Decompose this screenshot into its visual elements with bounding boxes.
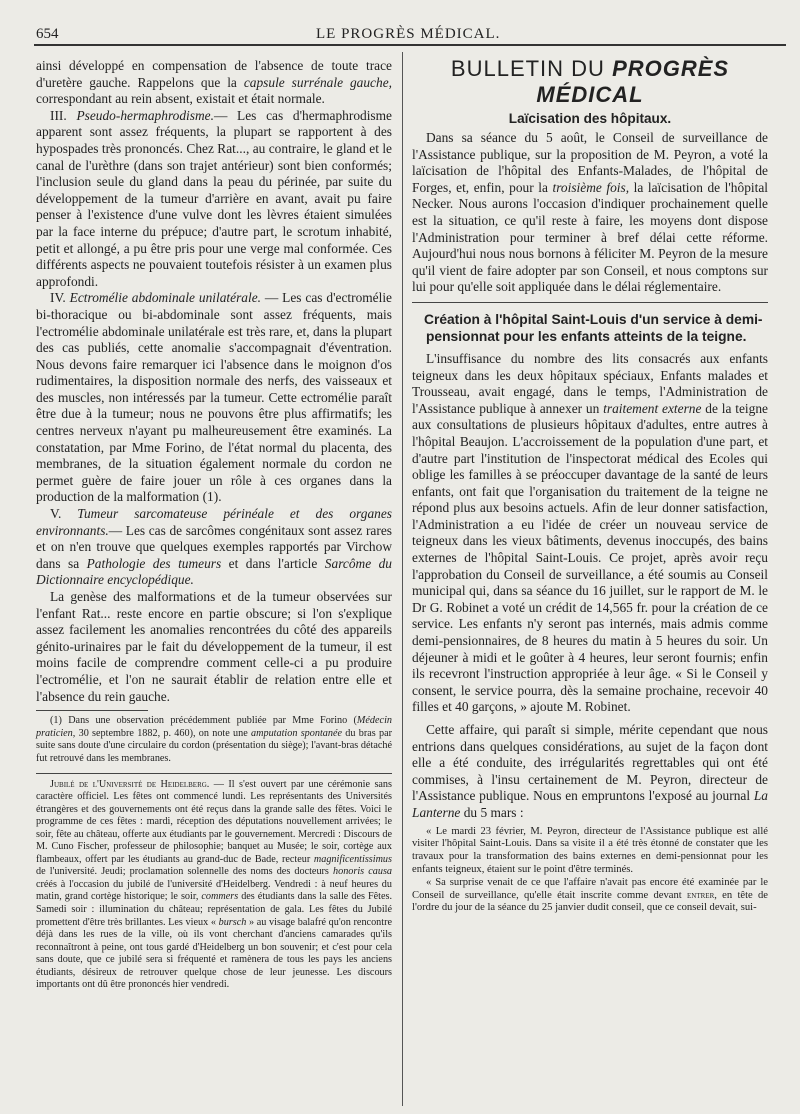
bulletin-title: BULLETIN DU PROGRÈS MÉDICAL <box>450 56 730 107</box>
journal-title: LE PROGRÈS MÉDICAL. <box>316 26 501 42</box>
quote-paragraph-1: « Le mardi 23 février, M. Peyron, directeur de l'Assistance publique est allé visiter l'hôpital Saint-Louis. Dans sa visite il a été très étonné de constater que les travaux pour la transformation des bains externes en demi-pensionnat pour les enfants teigneux, étaient sur le point d'être terminés. <box>412 825 768 875</box>
page-header <box>36 26 786 44</box>
section-rule <box>36 773 392 774</box>
paragraph-pseudo-hermaphrodisme: III. Pseudo-hermaphrodisme.— Les cas d'hermaphrodisme apparent sont assez fréquents, la plupart se rapportent à des hypospades très prononcés. Chez Rat..., au contraire, le gland et le canal de l'urèthre (dans son trajet antérieur) sont bien conformés; l'inclusion seule du gland dans la peau du périnée, par suite du développement de la tumeur d'arrière en avant, avait pu faire penser à l'existence d'une vulve dont les lèvres étaient simulées par la face interne du prépuce; d'autre part, le scrotum inhabité, petit et allongé, a pu être pris pour une verge mal conformée. Ces différents aspects ne pouvaient toutefois résister à un examen plus approfondi. <box>36 107 393 289</box>
header-rule <box>34 44 786 46</box>
section-divider <box>412 302 768 303</box>
footnote: (1) Dans une observation précédemment publiée par Mme Forino (Médecin praticien, 30 septembre 1882, p. 460), on note une amputation spontanée du bras par suite sans doute d'une circulaire du cordon (présentation du siège); l'avant-bras détaché fut retrouvé dans les membranes. <box>36 715 393 764</box>
news-heading: Jubilé de l'Université de Heidelberg. <box>50 778 210 790</box>
quotation-lanterne <box>412 826 768 916</box>
news-jubile-heidelberg: Jubilé de l'Université de Heidelberg. — Il s'est ouvert par une cérémonie sans caractère officiel. Les fêtes ont commencé lundi. Les représentants des Universités étrangères et des gouvernements ont été reçus dans la grande salle des fêtes. Voici le programme de ces fêtes : mardi, réception des députations nouvellement arrivées; le soir, fête au château, offerte aux étudiants par le gouvernement. Mercredi : Discours de M. Cuno Fischer, professeur de philosophie; banquet au Musée; le soir, cortège aux flambeaux, offert par les étudiants au grand-duc de Bade, recteur magnificentissimus de l'université. Jeudi; proclamation solennelle des noms des docteurs honoris causa créés à l'occasion du jubilé de l'université d'Heidelberg. Vendredi : à neuf heures du matin, grand cortège historique; le soir, commers des étudiants dans la salle des Fêtes. Samedi soir : illumination du château; représentation de gala. Les fêtes du Jubilé promettent d'être très brillantes. Les vieux « bursch » au visage balafré qu'on rencontre déjà dans les rues de la ville, où ils vont cherchant d'anciens camarades qu'ils reconnaîtront à peine, ont tous gardé d'Heidelberg un bon souvenir; et c'est pour cela sans doute, que ce jubilé sera si fréquenté et ramènera de tous les pays les anciens étudiants, désireux de retrouver quelque chose de leur jeunesse. Les discours importants ont dû être prononcés hier vendredi. <box>36 778 393 991</box>
page-number: 654 <box>36 26 59 42</box>
paragraph-affaire: Cette affaire, qui paraît si simple, mérite cependant que nous entrions dans quelques considérations, au sujet de la façon dont elle a été conduite, des irrégularités regrettables qui ont été commises, à l'insu certainement de M. Peyron, directeur de l'Assistance publique. Nous en empruntons l'exposé au journal La Lanterne du 5 mars : <box>412 722 768 820</box>
quote-paragraph-2: « Sa surprise venait de ce que l'affaire n'avait pas encore été examinée par le Conseil de surveillance, qu'elle était inscrite comme devant entrer, en tête de l'ordre du jour de la séance du 25 janvier dudit conseil, que ce conseil devait, sui- <box>412 876 769 914</box>
column-rule <box>402 52 403 1106</box>
left-column <box>36 58 392 992</box>
section-heading-laicisation: Laïcisation des hôpitaux. <box>508 111 672 126</box>
section-heading-saint-louis: Création à l'hôpital Saint-Louis d'un service à demi-pensionnat pour les enfants atteints de la teigne. <box>424 311 763 344</box>
paragraph-ectromelie: IV. Ectromélie abdominale unilatérale. — Les cas d'ectromélie bi-thoracique ou bi-abdominale sont assez fréquents, mais l'ectromélie abdominale unilatérale est très rare, et, dans la plupart des cas publiés, cette anomalie s'accompagnait d'éventration. Nous devons faire remarquer ici l'absence dans le moignon d'os rudimentaires, la disposition normale des nerfs, des vaisseaux et des muscles, non intéressés par la tumeur. Cette ectromélie paraît être due à la tumeur; nous ne pouvons être plus affirmatifs; les centres nerveux n'ayant pu malheureusement être examinés. La constatation, par Mme Forino, de l'état normal du placenta, des membranes, de la situation également normale du cordon ne permet guère de faire jouer un rôle à ces organes dans la production de la malformation (1). <box>36 290 393 505</box>
paragraph-compensation: ainsi développé en compensation de l'absence de toute trace d'uretère gauche. Rappelons que la capsule surrénale gauche, correspondant au rein absent, existait et était normale. <box>36 58 392 107</box>
paragraph-genese: La genèse des malformations et de la tumeur observées sur l'enfant Rat... reste encore en partie obscure; si l'on s'explique assez facilement les anomalies rencontrées du côté des appareils génito-urinaires par le fait du développement de la tumeur, il est moins facile de comprendre comment celle-ci a pu produire l'ectromélie, et l'on ne saurait établir de relation entre elle et l'absence du rein gauche. <box>36 589 392 704</box>
paragraph-tumeur-sarcomateuse: V. Tumeur sarcomateuse périnéale et des organes environnants.— Les cas de sarcômes congénitaux sont assez rares et on n'en trouve que quelques exemples rapportés par Virchow dans sa Pathologie des tumeurs et dans l'article Sarcôme du Dictionnaire encyclopédique. <box>36 506 393 588</box>
paragraph-laicisation: Dans sa séance du 5 août, le Conseil de surveillance de l'Assistance publique, sur la proposition de M. Peyron, a voté la laïcisation de l'hôpital des Enfants-Malades, de l'hôpital de Forges, et, enfin, pour la troisième fois, la laïcisation de l'hôpital Necker. Nous aurons l'occasion d'indiquer prochainement quelle est la situation, ce qu'il reste à faire, les moyens dont dispose l'Administration pour terminer à bref délai cette réforme. Aujourd'hui nous nous bornons à féliciter M. Peyron de la mesure qu'il vient de faire adopter par son Conseil, et nous comptons sur lui pour qu'elle soit appliquée dans le délai réglementaire. <box>412 130 768 295</box>
right-column <box>412 58 768 915</box>
paragraph-insuffisance: L'insuffisance du nombre des lits consacrés aux enfants teigneux dans les deux hôpitaux spéciaux, Enfants malades et Trousseau, avait engagé, dans le temps, l'Administration de l'Assistance publique à annexer un traitement externe de la teigne aux consultations de plusieurs hôpitaux d'adultes, entre autres à l'hôpital Beaujon. L'accroissement de la population d'une part, et d'autre part l'institution de l'inspectorat médical des Ecoles qui oblige les familles à se préoccuper davantage de la santé de leurs enfants, ont fait que l'organisation du traitement de la teigne ne répond plus aux besoins actuels. Afin de leur donner satisfaction, l'Administration a eu l'idée de créer un nouveau service de teigneux dans les vieux bâtiments, devenus inoccupés, des bains externes de l'hôpital Saint-Louis. Ce projet, après avoir reçu l'approbation du Conseil de surveillance, a été soumis au Conseil municipal qui, dans sa séance du 16 juillet, sur le rapport de M. le Dr G. Robinet a voté un crédit de 14,565 fr. pour la création de ce service. Les enfants n'y seront pas internés, mais admis comme demi-pensionnaires, de 8 heures du matin à 5 heures du soir. Un déjeuner à midi et le goûter à 4 heures, leur seront fournis; enfin ils recevront l'instruction appropriée à leur âge. « Si le Conseil y consent, le service pourra, dès la semaine prochaine, recevoir 40 filles et 40 garçons, » ajoute M. Robinet. <box>412 350 768 715</box>
footnote-rule <box>36 710 148 711</box>
